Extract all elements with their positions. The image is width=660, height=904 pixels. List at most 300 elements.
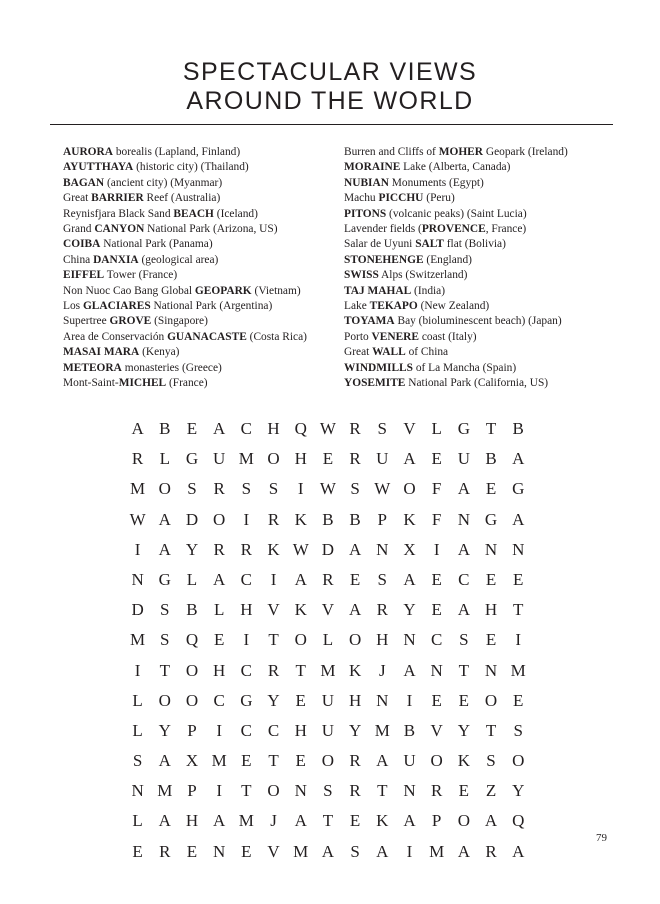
clue-text-before: Mont-Saint-	[63, 377, 119, 390]
grid-letter: L	[132, 720, 143, 740]
grid-letter: I	[270, 569, 277, 589]
grid-letter: O	[185, 690, 199, 710]
grid-letter: G	[484, 509, 498, 529]
clue-keyword: WALL	[372, 346, 406, 359]
clue-item	[63, 299, 333, 314]
grid-letter: O	[457, 811, 470, 831]
clue-text-after: (ancient city) (Myanmar)	[104, 176, 223, 189]
grid-letter: W	[374, 479, 391, 499]
grid-letter: P	[377, 509, 388, 529]
grid-letter: M	[429, 841, 445, 861]
grid-letter: V	[267, 600, 280, 620]
grid-letter: O	[267, 781, 280, 801]
grid-letter: K	[457, 751, 470, 771]
clue-item	[63, 160, 333, 175]
grid-letter: K	[403, 509, 416, 529]
grid-letter: I	[134, 660, 141, 680]
grid-letter: E	[186, 841, 198, 861]
clue-text-after: monasteries (Greece)	[121, 361, 222, 374]
grid-letter: Y	[185, 539, 199, 559]
grid-letter: E	[513, 690, 524, 710]
clue-item	[344, 376, 624, 391]
grid-letter: R	[213, 479, 225, 499]
grid-letter: W	[129, 509, 146, 529]
grid-letter: O	[348, 630, 362, 650]
grid-letter: T	[159, 660, 170, 680]
grid-letter: K	[267, 539, 280, 559]
clue-item	[63, 314, 333, 329]
clue-text-before: Machu	[344, 192, 379, 205]
clue-keyword: TOYAMA	[344, 315, 395, 328]
grid-letter: A	[403, 449, 416, 469]
grid-letter: D	[131, 600, 144, 620]
word-list-right	[344, 145, 624, 392]
grid-letter: F	[431, 509, 442, 529]
clue-item	[344, 299, 624, 314]
word-list-left	[63, 145, 333, 392]
grid-letter: E	[213, 630, 225, 650]
clue-item	[344, 160, 624, 175]
grid-letter: I	[406, 690, 413, 710]
clue-keyword: MICHEL	[118, 377, 167, 390]
grid-letter: A	[512, 449, 525, 469]
clue-item	[344, 237, 624, 252]
grid-letter: S	[132, 751, 143, 771]
clue-keyword: NUBIAN	[344, 176, 389, 189]
grid-letter: E	[241, 751, 252, 771]
grid-letter: I	[433, 539, 440, 559]
grid-letter: E	[458, 690, 470, 710]
clue-text-after: Reef (Australia)	[143, 192, 221, 205]
clue-text-before: Los	[63, 300, 83, 313]
grid-letter: L	[213, 600, 225, 620]
clue-item	[63, 176, 333, 191]
grid-letter: R	[240, 539, 253, 559]
grid-letter: N	[512, 539, 525, 559]
grid-letter: S	[160, 630, 170, 650]
grid-letter: R	[349, 419, 361, 438]
grid-letter: I	[216, 781, 222, 801]
grid-letter: O	[213, 509, 226, 529]
grid-letter: A	[213, 569, 226, 589]
clue-item	[344, 207, 624, 222]
clue-item	[344, 253, 624, 268]
clue-text-before: Porto	[344, 330, 372, 343]
clue-item	[344, 361, 624, 376]
grid-letter: A	[484, 811, 498, 831]
grid-letter: M	[130, 479, 146, 499]
grid-letter: R	[322, 569, 334, 589]
grid-letter: D	[321, 539, 335, 559]
grid-letter: L	[132, 811, 143, 831]
clue-keyword: TEKAPO	[369, 300, 418, 313]
clue-text-before: China	[63, 253, 94, 266]
grid-letter: W	[319, 419, 336, 438]
grid-letter: I	[406, 841, 413, 861]
clue-item	[63, 253, 333, 268]
clue-text-after: Lake (Alberta, Canada)	[400, 161, 511, 174]
grid-letter: P	[187, 720, 197, 740]
grid-letter: Y	[512, 781, 525, 801]
grid-letter: T	[295, 660, 306, 680]
grid-letter: E	[132, 841, 143, 861]
grid-letter: E	[513, 569, 524, 589]
grid-letter: R	[213, 539, 225, 559]
clue-keyword: MASAI MARA	[63, 346, 140, 359]
clue-text-after: (Kenya)	[139, 346, 180, 359]
grid-letter: Y	[457, 720, 470, 740]
grid-letter: O	[512, 751, 525, 771]
clue-text-after: Tower (France)	[104, 269, 178, 282]
grid-letter: E	[295, 690, 306, 710]
grid-letter: U	[403, 751, 416, 771]
clue-keyword: DANXIA	[93, 253, 139, 266]
grid-letter: C	[213, 690, 225, 710]
grid-letter: T	[377, 781, 388, 801]
grid-letter: N	[484, 660, 498, 680]
grid-letter: O	[158, 479, 171, 499]
grid-letter: J	[378, 660, 386, 680]
clue-text-after: National Park (Arizona, US)	[144, 223, 278, 236]
clue-item	[344, 191, 624, 206]
grid-letter: Y	[267, 690, 280, 710]
clue-item	[63, 191, 333, 206]
grid-letter: N	[131, 569, 144, 589]
grid-letter: X	[185, 751, 199, 771]
clue-text-after: (Singapore)	[151, 315, 208, 328]
grid-letter: R	[349, 781, 361, 801]
clue-text-after: Alps (Switzerland)	[378, 269, 468, 282]
grid-letter: Z	[485, 781, 497, 801]
clue-item	[344, 176, 624, 191]
grid-letter: G	[457, 419, 470, 438]
grid-letter: A	[213, 419, 226, 438]
grid-letter: A	[158, 751, 171, 771]
grid-letter: A	[457, 841, 470, 861]
grid-letter: L	[132, 690, 143, 710]
grid-letter: Q	[294, 419, 307, 438]
grid-letter: O	[403, 479, 416, 499]
grid-letter: W	[292, 539, 309, 559]
grid-letter: U	[457, 449, 470, 469]
grid-letter: E	[485, 569, 497, 589]
grid-letter: H	[185, 811, 199, 831]
clue-keyword: STONEHENGE	[344, 253, 424, 266]
grid-letter: K	[348, 660, 362, 680]
clue-item	[344, 145, 624, 160]
clue-item	[63, 330, 333, 345]
grid-letter: W	[319, 479, 336, 499]
grid-letter: A	[158, 539, 171, 559]
word-search-grid	[124, 419, 532, 872]
clue-item	[63, 237, 333, 252]
clue-text-after: (India)	[411, 284, 446, 297]
grid-letter: E	[485, 630, 497, 650]
grid-letter: N	[376, 539, 389, 559]
grid-letter: R	[430, 781, 443, 801]
grid-letter: M	[238, 811, 254, 831]
clue-text-before: Area de Conservación	[63, 330, 168, 343]
clue-item	[344, 284, 624, 299]
grid-letter: D	[185, 509, 199, 529]
clue-text-before: Lavender fields (	[344, 223, 422, 236]
grid-letter: O	[484, 690, 498, 710]
grid-letter: V	[430, 720, 443, 740]
grid-letter: A	[376, 841, 389, 861]
grid-letter: I	[243, 509, 250, 529]
clue-text-after: of La Mancha (Spain)	[413, 361, 517, 374]
clue-keyword: CANYON	[94, 223, 145, 236]
grid-letter: R	[267, 509, 280, 529]
grid-letter: T	[268, 630, 279, 650]
clue-item	[344, 314, 624, 329]
grid-letter: R	[131, 449, 144, 469]
grid-letter: E	[431, 449, 442, 469]
clue-text-after: Bay (bioluminescent beach) (Japan)	[394, 315, 562, 328]
grid-letter: M	[157, 781, 173, 801]
grid-letter: N	[294, 781, 307, 801]
clue-text-after: coast (Italy)	[419, 330, 477, 343]
grid-letter: A	[213, 811, 226, 831]
grid-letter: A	[158, 811, 171, 831]
grid-letter: C	[458, 569, 470, 589]
grid-letter: H	[240, 600, 253, 620]
grid-letter: A	[512, 841, 525, 861]
grid-letter: S	[486, 751, 496, 771]
clue-text-before: Burren and Cliffs of	[344, 146, 439, 158]
grid-letter: S	[187, 479, 197, 499]
grid-letter: S	[377, 419, 388, 438]
clue-text-after: borealis (Lapland, Finland)	[113, 146, 241, 158]
grid-letter: A	[457, 600, 470, 620]
page-number: 79	[596, 832, 607, 844]
grid-letter: X	[403, 539, 416, 559]
clue-keyword: GLACIARES	[82, 300, 151, 313]
clue-text-after: National Park (Panama)	[100, 238, 213, 251]
grid-letter: A	[457, 479, 470, 499]
grid-letter: A	[131, 419, 144, 438]
grid-letter: A	[158, 509, 171, 529]
clue-keyword: GUANACASTE	[167, 330, 247, 343]
grid-letter: A	[403, 660, 416, 680]
grid-letter: C	[267, 720, 280, 740]
grid-letter: N	[213, 841, 226, 861]
grid-letter: Y	[158, 720, 171, 740]
clue-keyword: WINDMILLS	[344, 361, 413, 374]
grid-letter: O	[185, 660, 199, 680]
grid-letter: N	[376, 690, 389, 710]
clue-text-after: (Costa Rica)	[246, 330, 307, 343]
clue-keyword: AURORA	[63, 146, 113, 158]
clue-item	[344, 268, 624, 283]
grid-letter: R	[159, 841, 171, 861]
grid-letter: U	[213, 449, 226, 469]
grid-letter: N	[430, 660, 443, 680]
grid-letter: U	[321, 690, 335, 710]
grid-letter: V	[267, 841, 280, 861]
clue-item	[63, 376, 333, 391]
grid-letter: R	[349, 751, 361, 771]
clue-item	[63, 284, 333, 299]
grid-letter: A	[403, 811, 416, 831]
title-line-2: AROUND THE WORLD	[186, 87, 474, 115]
clue-keyword: GROVE	[109, 315, 152, 328]
grid-letter: A	[294, 811, 307, 831]
grid-letter: E	[241, 841, 252, 861]
grid-letter: H	[294, 720, 307, 740]
clue-text-after: (historic city) (Thailand)	[133, 161, 249, 174]
grid-letter: R	[485, 841, 497, 861]
clue-item	[344, 345, 624, 360]
grid-letter: E	[431, 690, 442, 710]
clue-text-after: (New Zealand)	[417, 300, 490, 313]
grid-letter: V	[403, 419, 416, 438]
clue-text-after: of China	[405, 346, 449, 359]
grid-letter: M	[238, 449, 254, 469]
clue-text-after: , France)	[485, 223, 527, 236]
clue-keyword: METEORA	[63, 361, 122, 374]
grid-letter: K	[376, 811, 389, 831]
clue-item	[344, 222, 624, 237]
clue-keyword: PROVENCE	[421, 223, 486, 236]
grid-letter: E	[322, 449, 334, 469]
clue-item	[63, 361, 333, 376]
title-divider	[50, 124, 613, 125]
grid-letter: E	[431, 600, 442, 620]
clue-keyword: SWISS	[344, 269, 379, 282]
clue-text-before: Lake	[344, 300, 370, 313]
grid-letter: J	[270, 811, 277, 831]
grid-letter: O	[267, 449, 280, 469]
clue-item	[63, 145, 333, 160]
grid-letter: A	[403, 569, 416, 589]
grid-letter: G	[185, 449, 199, 469]
grid-letter: M	[293, 841, 309, 861]
grid-letter: M	[320, 660, 336, 680]
grid-letter: Y	[403, 600, 416, 620]
grid-letter: M	[211, 751, 227, 771]
grid-letter: C	[240, 720, 253, 740]
grid-letter: T	[513, 600, 524, 620]
clue-keyword: PITONS	[344, 207, 387, 220]
grid-letter: G	[240, 690, 253, 710]
grid-letter: B	[186, 600, 198, 620]
grid-letter: T	[268, 751, 279, 771]
grid-letter: T	[485, 720, 497, 740]
clue-keyword: YOSEMITE	[344, 377, 406, 390]
page-title	[0, 58, 660, 116]
clue-text-after: flat (Bolivia)	[443, 238, 506, 251]
grid-letter: E	[431, 569, 442, 589]
grid-letter: G	[158, 569, 171, 589]
clue-text-after: National Park (California, US)	[405, 377, 549, 390]
clue-text-after: Geopark (Ireland)	[483, 146, 568, 158]
grid-letter: O	[430, 751, 443, 771]
grid-letter: A	[294, 569, 307, 589]
grid-letter: B	[159, 419, 171, 438]
grid-letter: U	[376, 449, 389, 469]
grid-letter: Q	[512, 811, 525, 831]
clue-keyword: MOHER	[438, 146, 483, 158]
grid-letter: S	[459, 630, 469, 650]
clue-keyword: MORAINE	[344, 161, 401, 174]
grid-letter: E	[485, 479, 497, 499]
grid-letter: I	[134, 539, 141, 559]
clue-text-after: (geological area)	[138, 253, 219, 266]
grid-letter: T	[458, 660, 470, 680]
grid-letter: E	[295, 751, 306, 771]
clue-keyword: BAGAN	[63, 176, 105, 189]
clue-keyword: TAJ MAHAL	[344, 284, 412, 297]
grid-letter: K	[294, 600, 307, 620]
clue-text-after: Monuments (Egypt)	[388, 176, 484, 189]
clue-keyword: GEOPARK	[194, 284, 252, 297]
clue-text-before: Reynisfjara Black Sand	[63, 207, 174, 220]
grid-letter: L	[159, 449, 170, 469]
grid-letter: I	[243, 630, 250, 650]
grid-letter: N	[403, 781, 416, 801]
grid-letter: S	[268, 479, 279, 499]
grid-letter: T	[322, 811, 334, 831]
grid-letter: B	[485, 449, 497, 469]
clue-keyword: EIFFEL	[63, 269, 105, 282]
grid-letter: F	[431, 479, 442, 499]
grid-letter: A	[512, 509, 525, 529]
grid-letter: G	[512, 479, 525, 499]
grid-letter: O	[321, 751, 335, 771]
grid-letter: M	[130, 630, 146, 650]
grid-letter: T	[485, 419, 497, 438]
grid-letter: S	[241, 479, 252, 499]
clue-keyword: VENERE	[371, 330, 420, 343]
grid-letter: H	[294, 449, 307, 469]
clue-text-after: (Iceland)	[213, 207, 258, 220]
grid-letter: O	[158, 690, 171, 710]
clue-text-before: Non Nuoc Cao Bang Global	[63, 284, 195, 297]
grid-letter: L	[431, 419, 442, 438]
grid-letter: H	[267, 419, 280, 438]
grid-letter: B	[349, 509, 361, 529]
clue-text-after: (England)	[423, 253, 472, 266]
clue-keyword: AYUTTHAYA	[63, 161, 134, 174]
grid-letter: E	[458, 781, 470, 801]
clue-item	[63, 207, 333, 222]
clue-text-after: (Vietnam)	[251, 284, 301, 297]
clue-item	[63, 268, 333, 283]
grid-letter: M	[510, 660, 526, 680]
grid-letter: I	[216, 720, 222, 740]
grid-letter: B	[512, 419, 524, 438]
grid-letter: S	[350, 841, 360, 861]
clue-keyword: COIBA	[63, 238, 101, 251]
grid-letter: H	[376, 630, 389, 650]
grid-letter: R	[267, 660, 280, 680]
grid-letter: Q	[185, 630, 199, 650]
clue-text-after: (Peru)	[423, 192, 455, 205]
clue-text-before: Great	[63, 192, 92, 205]
grid-letter: N	[484, 539, 498, 559]
grid-letter: I	[515, 630, 522, 650]
clue-item	[63, 222, 333, 237]
title-line-1: SPECTACULAR VIEWS	[182, 58, 478, 86]
grid-letter: R	[349, 449, 361, 469]
grid-letter: K	[294, 509, 307, 529]
grid-letter: B	[403, 720, 416, 740]
grid-letter: V	[321, 600, 335, 620]
grid-letter: S	[160, 600, 170, 620]
clue-text-before: Salar de Uyuni	[344, 238, 416, 251]
clue-keyword: BEACH	[173, 207, 214, 220]
